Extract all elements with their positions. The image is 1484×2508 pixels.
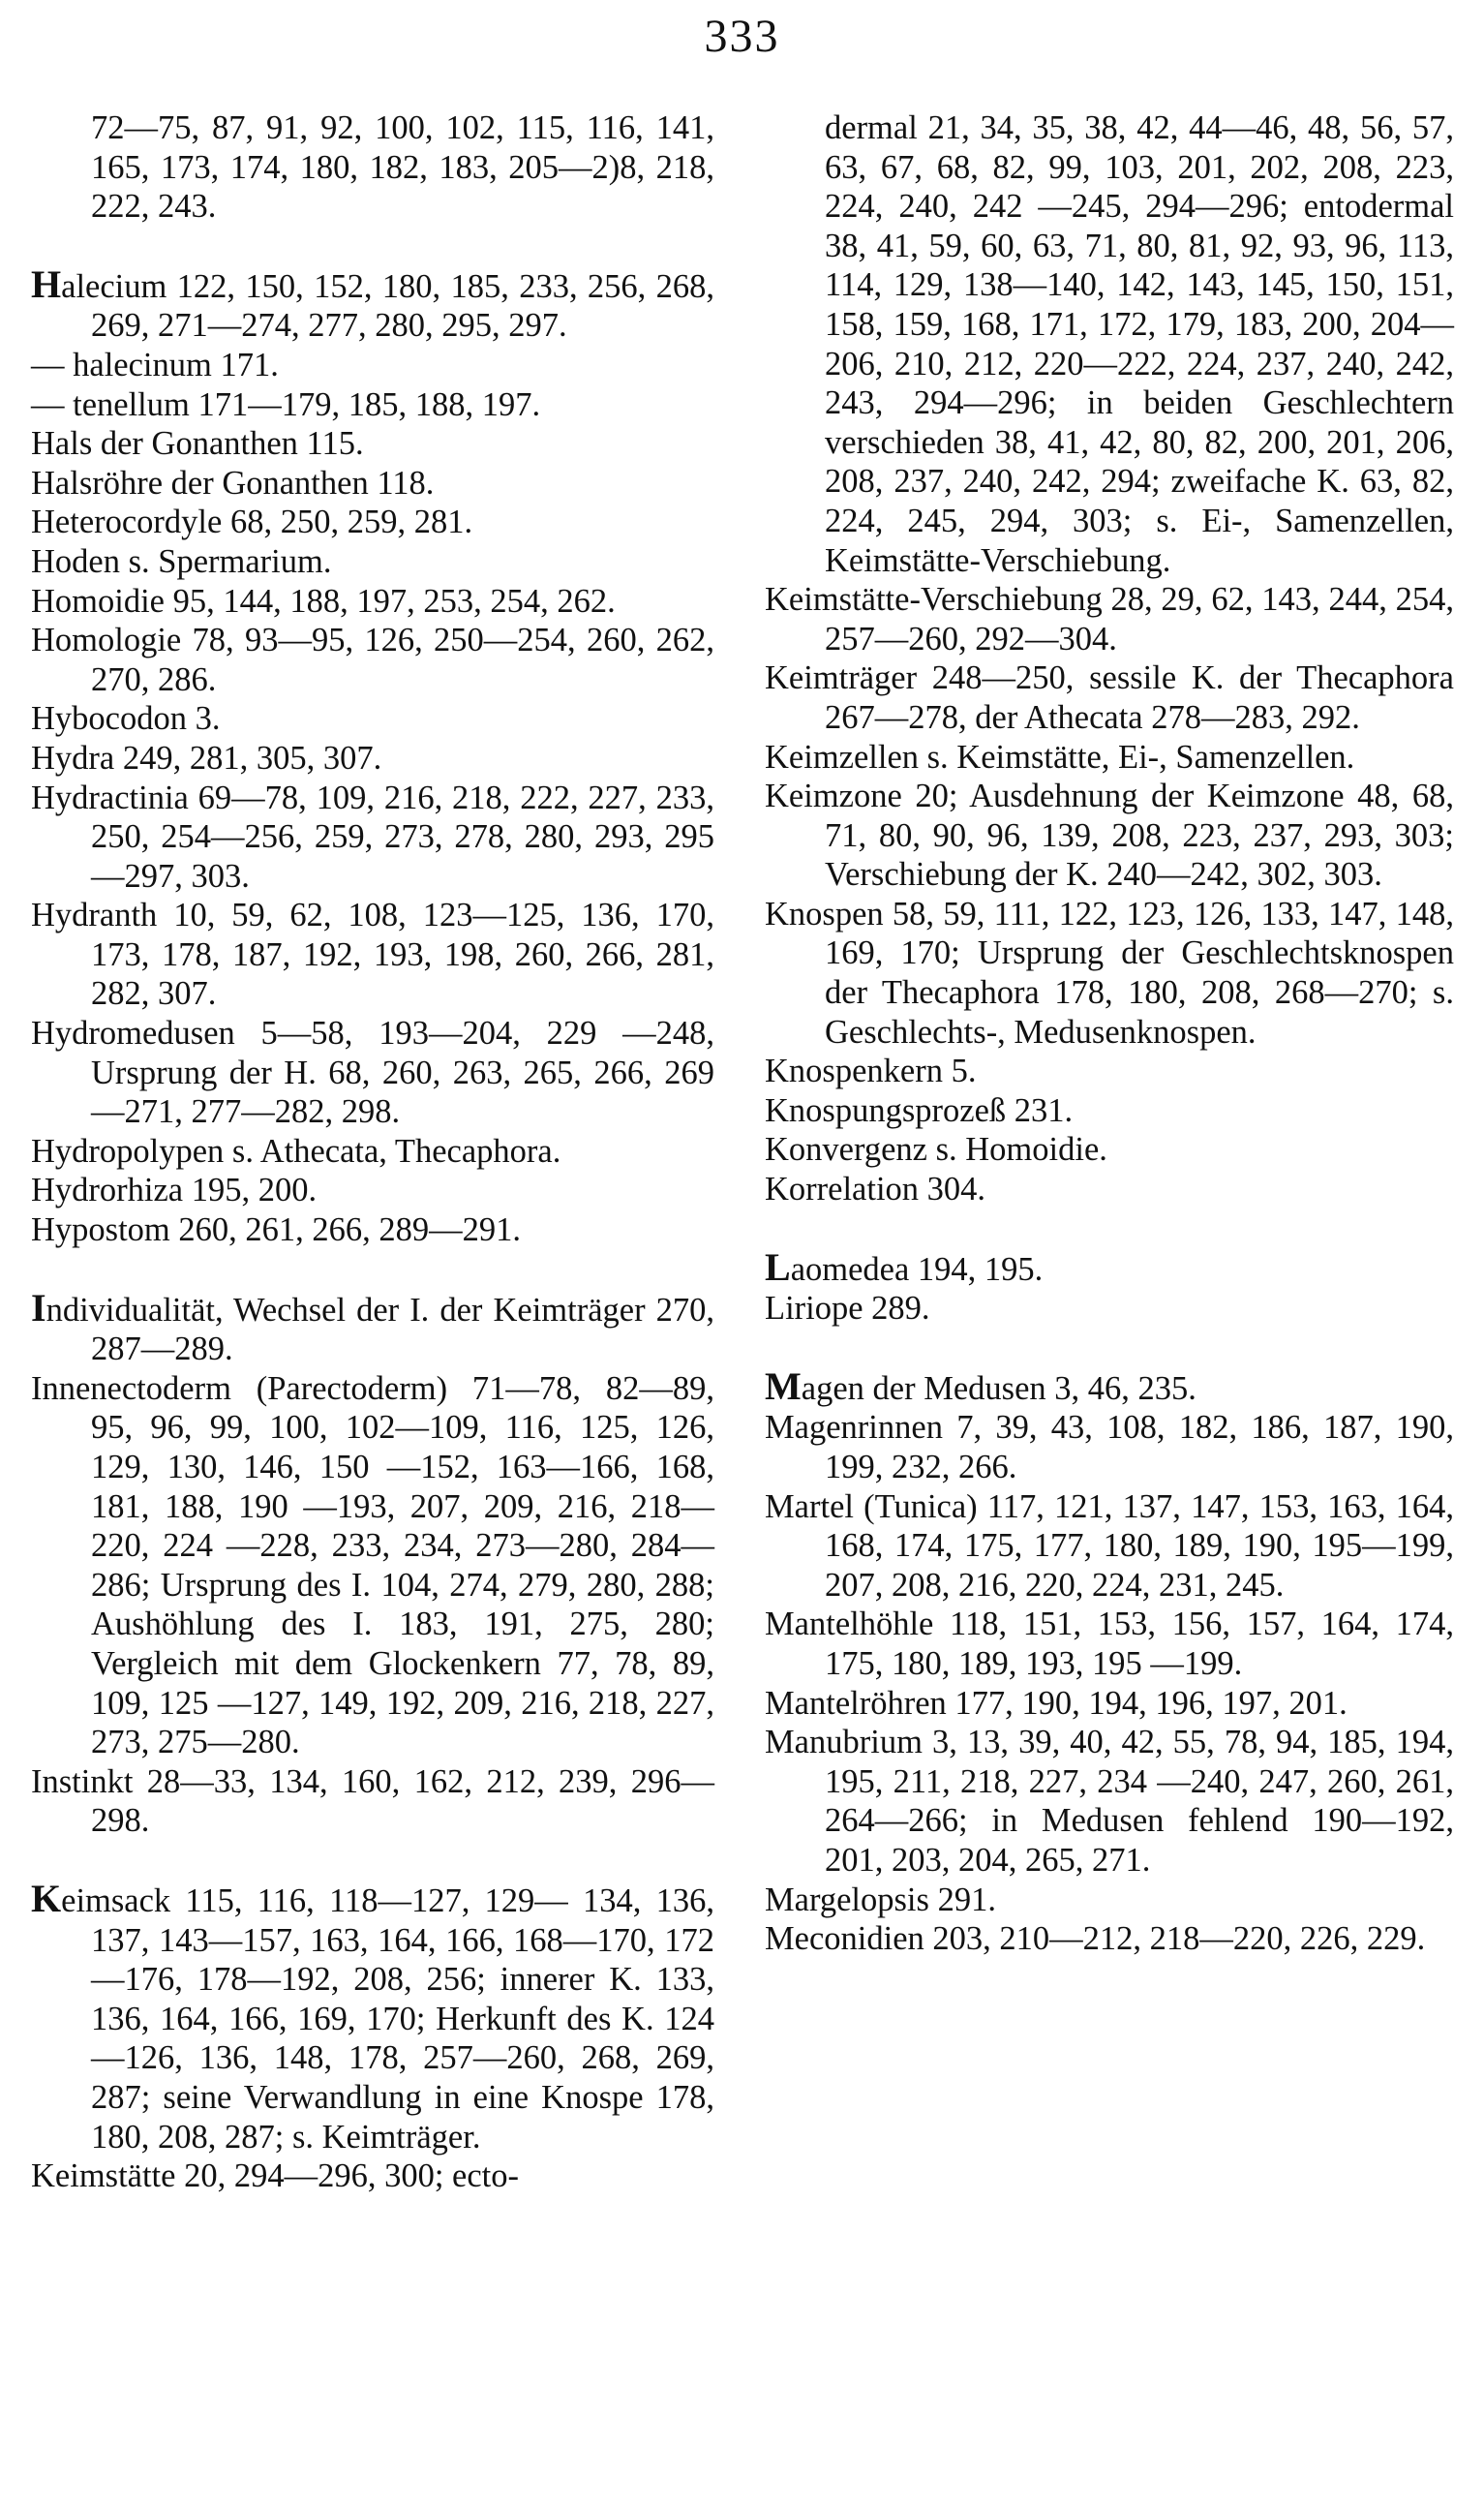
entry-text: Hydra 249, 281, 305, 307.: [31, 739, 382, 777]
index-entry: [765, 1919, 1454, 1959]
entry-text: Meconidien 203, 210—212, 218—220, 226, 229.: [765, 1920, 1426, 1958]
index-column-left: [31, 108, 714, 2196]
index-entry: [765, 1052, 1454, 1091]
entry-text: alecium 122, 150, 152, 180, 185, 233, 256, 268, 269, 271—274, 277, 280, 295, 297.: [61, 267, 714, 345]
section-initial-letter: M: [765, 1363, 802, 1408]
entry-text: Instinkt 28—33, 134, 160, 162, 212, 239, 296—298.: [31, 1762, 714, 1840]
index-entry: [765, 1605, 1454, 1683]
index-entry: [765, 580, 1454, 658]
entry-text: Hydranth 10, 59, 62, 108, 123—125, 136, 170, 173, 178, 187, 192, 193, 198, 260, 266, 281, 282, 307.: [31, 897, 714, 1013]
entry-text: Liriope 289.: [765, 1290, 930, 1328]
section-gap: [31, 227, 714, 265]
entry-text: Hypostom 260, 261, 266, 289—291.: [31, 1211, 522, 1249]
entry-text: Manubrium 3, 13, 39, 40, 42, 55, 78, 94, 185, 194, 195, 211, 218, 227, 234 —240, 247, 260, 261, 264—266; in Medusen fehlend 190—192, 201, 203, 204, 265, 271.: [765, 1724, 1454, 1879]
page-number: 333: [704, 11, 780, 62]
index-entry: [765, 1408, 1454, 1486]
entry-text: Keimzellen s. Keimstätte, Ei-, Samenzellen.: [765, 738, 1355, 776]
index-entry: [31, 2156, 714, 2196]
entry-text: Hydractinia 69—78, 109, 216, 218, 222, 227, 233, 250, 254—256, 259, 273, 278, 280, 293, 295—297, 303.: [31, 779, 714, 895]
entry-text: Mantelröhren 177, 190, 194, 196, 197, 201.: [765, 1684, 1348, 1722]
index-entry: [765, 658, 1454, 737]
section-gap: [765, 1209, 1454, 1248]
index-entry: [31, 779, 714, 897]
entry-text: Korrelation 304.: [765, 1171, 986, 1208]
index-entry: [31, 385, 714, 425]
index-entry: [31, 1210, 714, 1250]
entry-text: agen der Medusen 3, 46, 235.: [801, 1369, 1196, 1407]
entry-text: — halecinum 171.: [31, 346, 279, 383]
entry-text: Mantelhöhle 118, 151, 153, 156, 157, 164, 174, 175, 180, 189, 193, 195 —199.: [765, 1606, 1454, 1682]
section-initial-letter: I: [31, 1285, 46, 1330]
entry-text: Keimstätte-Verschiebung 28, 29, 62, 143, 244, 254, 257—260, 292—304.: [765, 581, 1454, 658]
index-entry: [31, 739, 714, 779]
section-initial-letter: K: [31, 1876, 62, 1920]
index-entry: [31, 699, 714, 739]
index-entry: [31, 542, 714, 582]
index-entry: [31, 424, 714, 464]
index-column-right: [765, 108, 1454, 1959]
index-entry: [765, 1289, 1454, 1329]
entry-text: Margelopsis 291.: [765, 1881, 996, 1918]
entry-text: Hydropolypen s. Athecata, Thecaphora.: [31, 1132, 561, 1170]
entry-text: Keimträger 248—250, sessile K. der Thecaphora 267—278, der Athecata 278—283, 292.: [765, 659, 1454, 736]
entry-text: 72—75, 87, 91, 92, 100, 102, 115, 116, 141, 165, 173, 174, 180, 182, 183, 205—2)8, 218, 222, 243.: [91, 109, 714, 226]
entry-text: Keimzone 20; Ausdehnung der Keimzone 48, 68, 71, 80, 90, 96, 139, 208, 223, 237, 293, 303; Verschiebung der K. 240—242, 302, 303.: [765, 778, 1454, 894]
index-entry: [765, 1684, 1454, 1724]
index-entry: [31, 621, 714, 699]
index-entry: [31, 503, 714, 542]
index-entry: [31, 582, 714, 622]
index-entry: [31, 1762, 714, 1841]
index-entry: [765, 1170, 1454, 1209]
entry-text: — tenellum 171—179, 185, 188, 197.: [31, 385, 541, 423]
entry-text: Homoidie 95, 144, 188, 197, 253, 254, 262.: [31, 582, 616, 620]
index-entry: [765, 738, 1454, 778]
index-entry: [31, 346, 714, 385]
index-entry: [765, 1091, 1454, 1131]
entry-text: Keimstätte 20, 294—296, 300; ecto-: [31, 2157, 519, 2195]
section-initial-letter: L: [765, 1244, 791, 1289]
entry-text: Knospungsprozeß 231.: [765, 1091, 1074, 1129]
section-gap: [31, 1841, 714, 1880]
section-gap: [31, 1250, 714, 1289]
index-entry: [765, 1881, 1454, 1920]
index-entry: [765, 1723, 1454, 1880]
entry-text: Hydromedusen 5—58, 193—204, 229 —248, Ursprung der H. 68, 260, 263, 265, 266, 269—271, 277—282, 298.: [31, 1015, 714, 1131]
index-entry-continuation: [31, 108, 714, 227]
entry-text: ndividualität, Wechsel der I. der Keimträger 270, 287—289.: [45, 1291, 714, 1368]
entry-text: Hoden s. Spermarium.: [31, 542, 332, 580]
entry-text: Knospenkern 5.: [765, 1053, 977, 1090]
entry-text: Halsröhre der Gonanthen 118.: [31, 464, 435, 502]
index-entry: [31, 1285, 714, 1369]
entry-text: Homologie 78, 93—95, 126, 250—254, 260, 262, 270, 286.: [31, 622, 714, 698]
index-entry: [31, 1132, 714, 1172]
index-entry: [31, 1876, 714, 2156]
index-entry: [765, 895, 1454, 1052]
index-entry: [31, 464, 714, 504]
index-entry-continuation: [765, 108, 1454, 580]
entry-text: Innenectoderm (Parectoderm) 71—78, 82—89, 95, 96, 99, 100, 102—109, 116, 125, 126, 129, 130, 146, 150 —152, 163—166, 168, 181, 188, 190 —193, 207, 209, 216, 218—220, 224 —228, 233, 234, 273—280, 284— 286; Ursprung des I. 104, 274, 279, 280, 288; Aushöhlung des I. 183, 191, 275, 280; Vergleich mit dem Glockenkern 77, 78, 89, 109, 125 —127, 149, 192, 209, 216, 218, 227, 273, 275—280.: [31, 1369, 714, 1761]
entry-text: eimsack 115, 116, 118—127, 129— 134, 136, 137, 143—157, 163, 164, 166, 168—170, 172—176, 178—192, 208, 256; innerer K. 133, 136, 164, 166, 169, 170; Herkunft des K. 124 —126, 136, 148, 178, 257—260, 268, 269, 287; seine Verwandlung in eine Knospe 178, 180, 208, 287; s. Keimträger.: [61, 1881, 714, 2156]
section-gap: [765, 1329, 1454, 1367]
entry-text: Hybocodon 3.: [31, 700, 221, 738]
index-entry: [765, 777, 1454, 895]
index-entry: [31, 1369, 714, 1762]
index-entry: [31, 1014, 714, 1132]
index-entry: [31, 896, 714, 1014]
index-entry: [765, 1130, 1454, 1170]
entry-text: Hydrorhiza 195, 200.: [31, 1172, 318, 1209]
entry-text: dermal 21, 34, 35, 38, 42, 44—46, 48, 56, 57, 63, 67, 68, 82, 99, 103, 201, 202, 208, 223, 224, 240, 242 —245, 294—296; entodermal 38, 41, 59, 60, 63, 71, 80, 81, 92, 93, 96, 113, 114, 129, 138—140, 142, 143, 145, 150, 151, 158, 159, 168, 171, 172, 179, 183, 200, 204—206, 210, 212, 220—222, 224, 237, 240, 242, 243, 294—296; in beiden Geschlechtern verschieden 38, 41, 42, 80, 82, 200, 201, 206, 208, 237, 240, 242, 294; zweifache K. 63, 82, 224, 245, 294, 303; s. Ei-, Samenzellen, Keimstätte-Verschiebung.: [825, 109, 1454, 579]
section-initial-letter: H: [31, 261, 62, 306]
entry-text: aomedea 194, 195.: [790, 1250, 1044, 1288]
entry-text: Konvergenz s. Homoidie.: [765, 1131, 1107, 1169]
index-entry: [765, 1244, 1454, 1290]
entry-text: Martel (Tunica) 117, 121, 137, 147, 153, 163, 164, 168, 174, 175, 177, 180, 189, 190, 195—199, 207, 208, 216, 220, 224, 231, 245.: [765, 1487, 1454, 1604]
entry-text: Hals der Gonanthen 115.: [31, 425, 364, 463]
index-entry: [31, 1171, 714, 1210]
index-entry: [765, 1363, 1454, 1409]
index-entry: [31, 261, 714, 346]
entry-text: Magenrinnen 7, 39, 43, 108, 182, 186, 187, 190, 199, 232, 266.: [765, 1409, 1454, 1485]
index-entry: [765, 1487, 1454, 1606]
entry-text: Heterocordyle 68, 250, 259, 281.: [31, 504, 473, 541]
entry-text: Knospen 58, 59, 111, 122, 123, 126, 133, 147, 148, 169, 170; Ursprung der Geschlechtsknospen der Thecaphora 178, 180, 208, 268—270; s. Geschlechts-, Medusenknospen.: [765, 895, 1454, 1051]
